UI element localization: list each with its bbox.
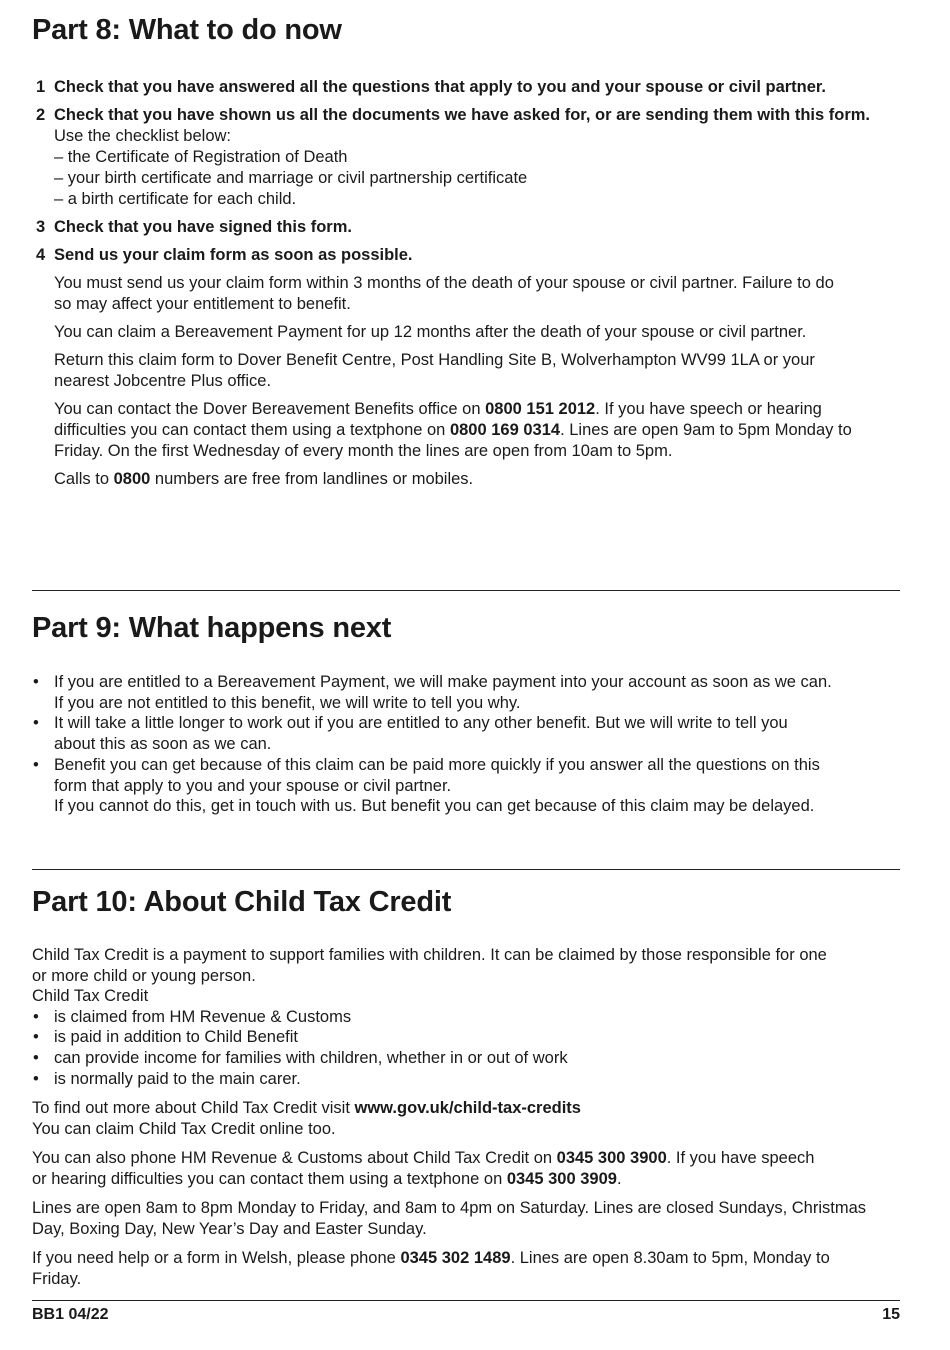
ctc-list xyxy=(32,1007,900,1090)
checklist-item: – the Certificate of Registration of Death xyxy=(54,148,348,166)
step-number: 1 xyxy=(36,78,46,96)
checklist xyxy=(54,126,892,210)
footer-divider xyxy=(32,1300,900,1301)
list-item: • can provide income for families with children, whether in or out of work xyxy=(32,1048,900,1069)
welsh-help-paragraph: If you need help or a form in Welsh, please phone 0345 302 1489. Lines are open 8.30am to 5pm, Monday to Friday. xyxy=(32,1249,830,1288)
step-number: 4 xyxy=(36,246,46,264)
list-item: • is claimed from HM Revenue & Customs xyxy=(32,1007,900,1028)
ctc-website-paragraph: To find out more about Child Tax Credit visit www.gov.uk/child-tax-credits You can claim Child Tax Credit online too. xyxy=(32,1099,581,1138)
step-number: 3 xyxy=(36,218,46,236)
ctc-intro: Child Tax Credit is a payment to support families with children. It can be claimed by those responsible for one or more child or young person. xyxy=(32,946,827,985)
step-1 xyxy=(32,77,892,98)
step-title: Check that you have signed this form. xyxy=(54,218,352,236)
part9-bullets xyxy=(32,672,832,817)
hmrc-phone-number: 0345 300 3900 xyxy=(556,1149,667,1168)
step-title: Send us your claim form as soon as possible. xyxy=(54,246,413,264)
checklist-intro: Use the checklist below: xyxy=(54,127,231,145)
step-3 xyxy=(32,217,892,238)
contact-paragraph: You can contact the Dover Bereavement Benefits office on 0800 151 2012. If you have speech or hearing difficulties you can contact them using a textphone on 0800 169 0314. Lines are open 9am to 5pm Monday to Friday. On the first Wednesday of every month the lines are open from 10am to 5pm. xyxy=(54,400,852,460)
return-address-paragraph: Return this claim form to Dover Benefit Centre, Post Handling Site B, Wolverhampton WV99 1LA or your nearest Jobcentre Plus office. xyxy=(54,351,815,390)
deadline-paragraph: You must send us your claim form within 3 months of the death of your spouse or civil partner. Failure to do so may affect your entitlement to benefit. xyxy=(54,274,834,313)
form-reference: BB1 04/22 xyxy=(32,1306,109,1323)
free-calls-paragraph: Calls to 0800 numbers are free from landlines or mobiles. xyxy=(54,470,474,488)
step-number: 2 xyxy=(36,106,46,124)
list-item: • Benefit you can get because of this claim can be paid more quickly if you answer all the questions on this form that apply to you and your spouse or civil partner. If you cannot do this, get in touch with us. But benefit you can get because of this claim may be delayed. xyxy=(32,755,832,817)
step-4-details xyxy=(54,273,854,490)
step-4 xyxy=(32,245,892,490)
checklist-item: – a birth certificate for each child. xyxy=(54,190,297,208)
section-divider xyxy=(32,590,900,591)
part10-body xyxy=(32,945,900,1298)
part10-heading: Part 10: About Child Tax Credit xyxy=(32,886,452,918)
step-2 xyxy=(32,105,892,210)
page-number: 15 xyxy=(882,1306,900,1323)
welsh-phone-number: 0345 302 1489 xyxy=(400,1249,511,1268)
hmrc-phone-paragraph: You can also phone HM Revenue & Customs about Child Tax Credit on 0345 300 3900. If you have speech or hearing difficulties you can contact them using a textphone on 0345 300 3909. xyxy=(32,1149,815,1188)
part9-heading: Part 9: What happens next xyxy=(32,612,392,644)
list-item: • is normally paid to the main carer. xyxy=(32,1069,900,1090)
ctc-website-link[interactable]: www.gov.uk/child-tax-credits xyxy=(354,1099,581,1118)
step-title: Check that you have shown us all the documents we have asked for, or are sending them with this form. xyxy=(54,106,871,124)
opening-hours-paragraph: Lines are open 8am to 8pm Monday to Friday, and 8am to 4pm on Saturday. Lines are closed Sundays, Christmas Day, Boxing Day, New Year’s Day and Easter Sunday. xyxy=(32,1199,866,1238)
hmrc-textphone-number: 0345 300 3909 xyxy=(506,1169,617,1188)
list-item: • If you are entitled to a Bereavement Payment, we will make payment into your account as soon as we can. If you are not entitled to this benefit, we will write to tell you why. xyxy=(32,672,832,713)
part8-steps xyxy=(32,77,892,497)
step-title: Check that you have answered all the questions that apply to you and your spouse or civil partner. xyxy=(54,78,827,96)
list-item: • It will take a little longer to work out if you are entitled to any other benefit. But we will write to tell you about this as soon as we can. xyxy=(32,713,832,754)
section-divider xyxy=(32,869,900,870)
claim-period-paragraph: You can claim a Bereavement Payment for up 12 months after the death of your spouse or civil partner. xyxy=(54,323,807,341)
textphone-number: 0800 169 0314 xyxy=(449,421,561,439)
checklist-item: – your birth certificate and marriage or civil partnership certificate xyxy=(54,169,528,187)
part8-heading: Part 8: What to do now xyxy=(32,14,342,46)
phone-number: 0800 151 2012 xyxy=(485,400,596,418)
ctc-list-title: Child Tax Credit xyxy=(32,987,149,1005)
list-item: • is paid in addition to Child Benefit xyxy=(32,1027,900,1048)
